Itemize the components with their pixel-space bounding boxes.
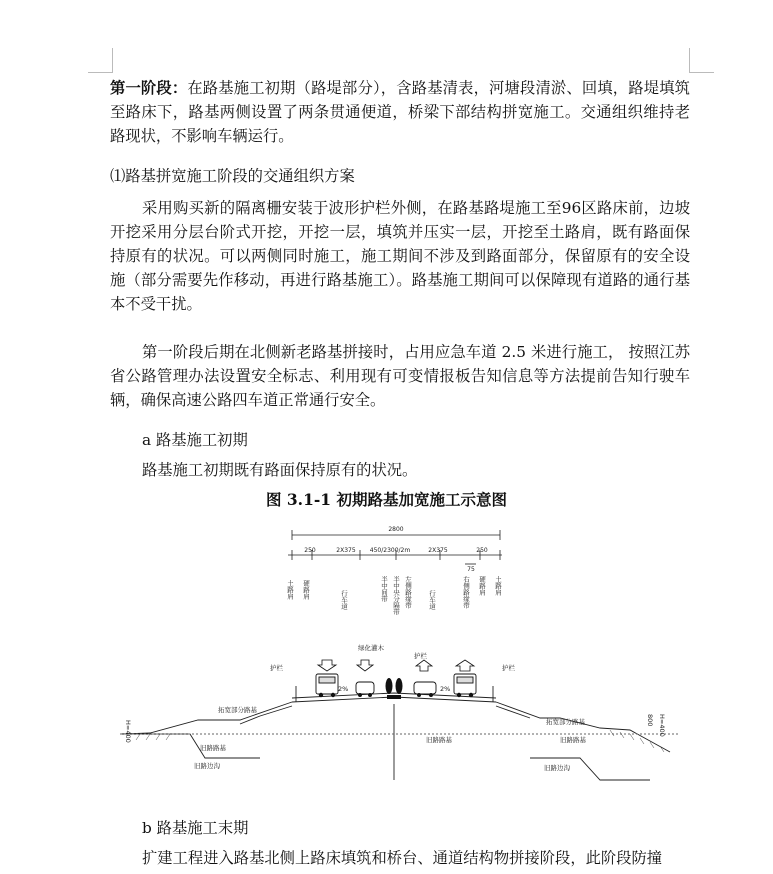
dim-2: 2X375	[336, 547, 356, 554]
label-old-right: 旧路路基	[560, 736, 586, 744]
label-greenery: 绿化灌木	[358, 644, 384, 652]
arrow-down-icon	[318, 660, 336, 671]
arrow-up-icon	[456, 660, 474, 671]
dim-total: 2800	[388, 526, 404, 533]
lane-label: 行车道	[340, 590, 348, 610]
paragraph-stage-one	[110, 76, 690, 148]
lane-label: 土路肩	[494, 576, 502, 596]
label-ditch-right: 旧路边沟	[544, 764, 570, 772]
label-guardrail-left: 护栏	[270, 664, 283, 672]
direction-arrows	[318, 660, 474, 671]
dim-6: 75	[467, 566, 475, 573]
margin-mark-top-right	[689, 48, 714, 73]
label-widen-left: 拓宽部分路基	[218, 706, 257, 714]
paragraph-final-stage: 扩建工程进入路基北侧上路床填筑和桥台、通道结构物拼接阶段，此阶段防撞	[142, 849, 663, 867]
label-widen-right: 拓宽部分路基	[546, 718, 585, 726]
lane-labels	[286, 575, 502, 617]
lane-label: 土路肩	[286, 580, 294, 600]
stage-one-text: 在路基施工初期（路堤部分），含路基清表，河塘段清淤、回填，路堤填筑至路床下，路基两侧设置了两条贯通便道，桥梁下部结构拼宽施工。交通组织维持老路现状，不影响车辆运行。	[110, 79, 690, 145]
arrow-down-icon	[357, 660, 373, 671]
subheading-a: a 路基施工初期	[142, 431, 248, 449]
lane-label: 右侧路缘带	[462, 576, 470, 609]
subheading-b: b 路基施工末期	[142, 819, 249, 837]
label-h-left: H=400	[124, 720, 132, 743]
margin-mark-top-left	[88, 48, 113, 73]
label-guardrail-right: 护栏	[502, 664, 515, 672]
lane-label: 行车道	[428, 590, 436, 610]
label-h-right: H=400	[658, 714, 666, 737]
car-right-icon	[414, 682, 436, 694]
figure-title: 图 3.1-1 初期路基加宽施工示意图	[266, 490, 507, 509]
section-heading: ⑴路基拼宽施工阶段的交通组织方案	[110, 167, 355, 185]
median-shrubs-icon	[386, 678, 403, 699]
car-left-icon	[356, 682, 374, 694]
label-slope-left: 2%	[338, 685, 349, 693]
label-old-left: 旧路路基	[200, 744, 226, 752]
lane-label: 硬路肩	[478, 576, 486, 596]
dim-5: 250	[476, 547, 488, 554]
label-slope-right: 2%	[440, 685, 451, 693]
stage-one-lead: 第一阶段：	[110, 79, 188, 97]
paragraph-widening: 采用购买新的隔离栅安装于波形护栏外侧，在路基路堤施工至96区路床前，边坡开挖采用分层台阶式开挖，开挖一层，填筑并压实一层，开挖至土路肩，既有路面保持原有的状况。可以两侧同时施工，施工期间不涉及到路面部分，保留原有的安全设施（部分需要先作移动，再进行路基施工）。路基施工期间可以保障现有道路的通行基本不受干扰。	[110, 199, 690, 313]
lane-label: 半中间带	[380, 576, 388, 602]
lane-label: 左侧路缘带	[404, 576, 412, 609]
lane-label: 半中央分隔带	[392, 576, 400, 615]
dim-4: 2X375	[428, 547, 448, 554]
label-h-right-2: 800	[646, 714, 654, 727]
dim-1: 250	[304, 547, 316, 554]
label-ditch-left: 旧路边沟	[194, 762, 220, 770]
cross-section-diagram	[110, 518, 690, 790]
annotations	[124, 643, 666, 772]
paragraph-later-stage: 第一阶段后期在北侧新老路基拼接时，占用应急车道 2.5 米进行施工， 按照江苏省公路管理办法设置安全标志、利用现有可变情报板告知信息等方法提前告知行驶车辆，确保高速公路四车道正常通行安全。	[110, 343, 690, 409]
dim-3: 450/2300/2m	[369, 547, 411, 554]
lane-label: 硬路肩	[302, 580, 310, 600]
label-guardrail-mid: 护栏	[414, 652, 427, 660]
arrow-up-icon	[416, 660, 432, 671]
paragraph-initial: 路基施工初期既有路面保持原有的状况。	[142, 461, 418, 479]
label-old-center: 旧路路基	[426, 736, 452, 744]
